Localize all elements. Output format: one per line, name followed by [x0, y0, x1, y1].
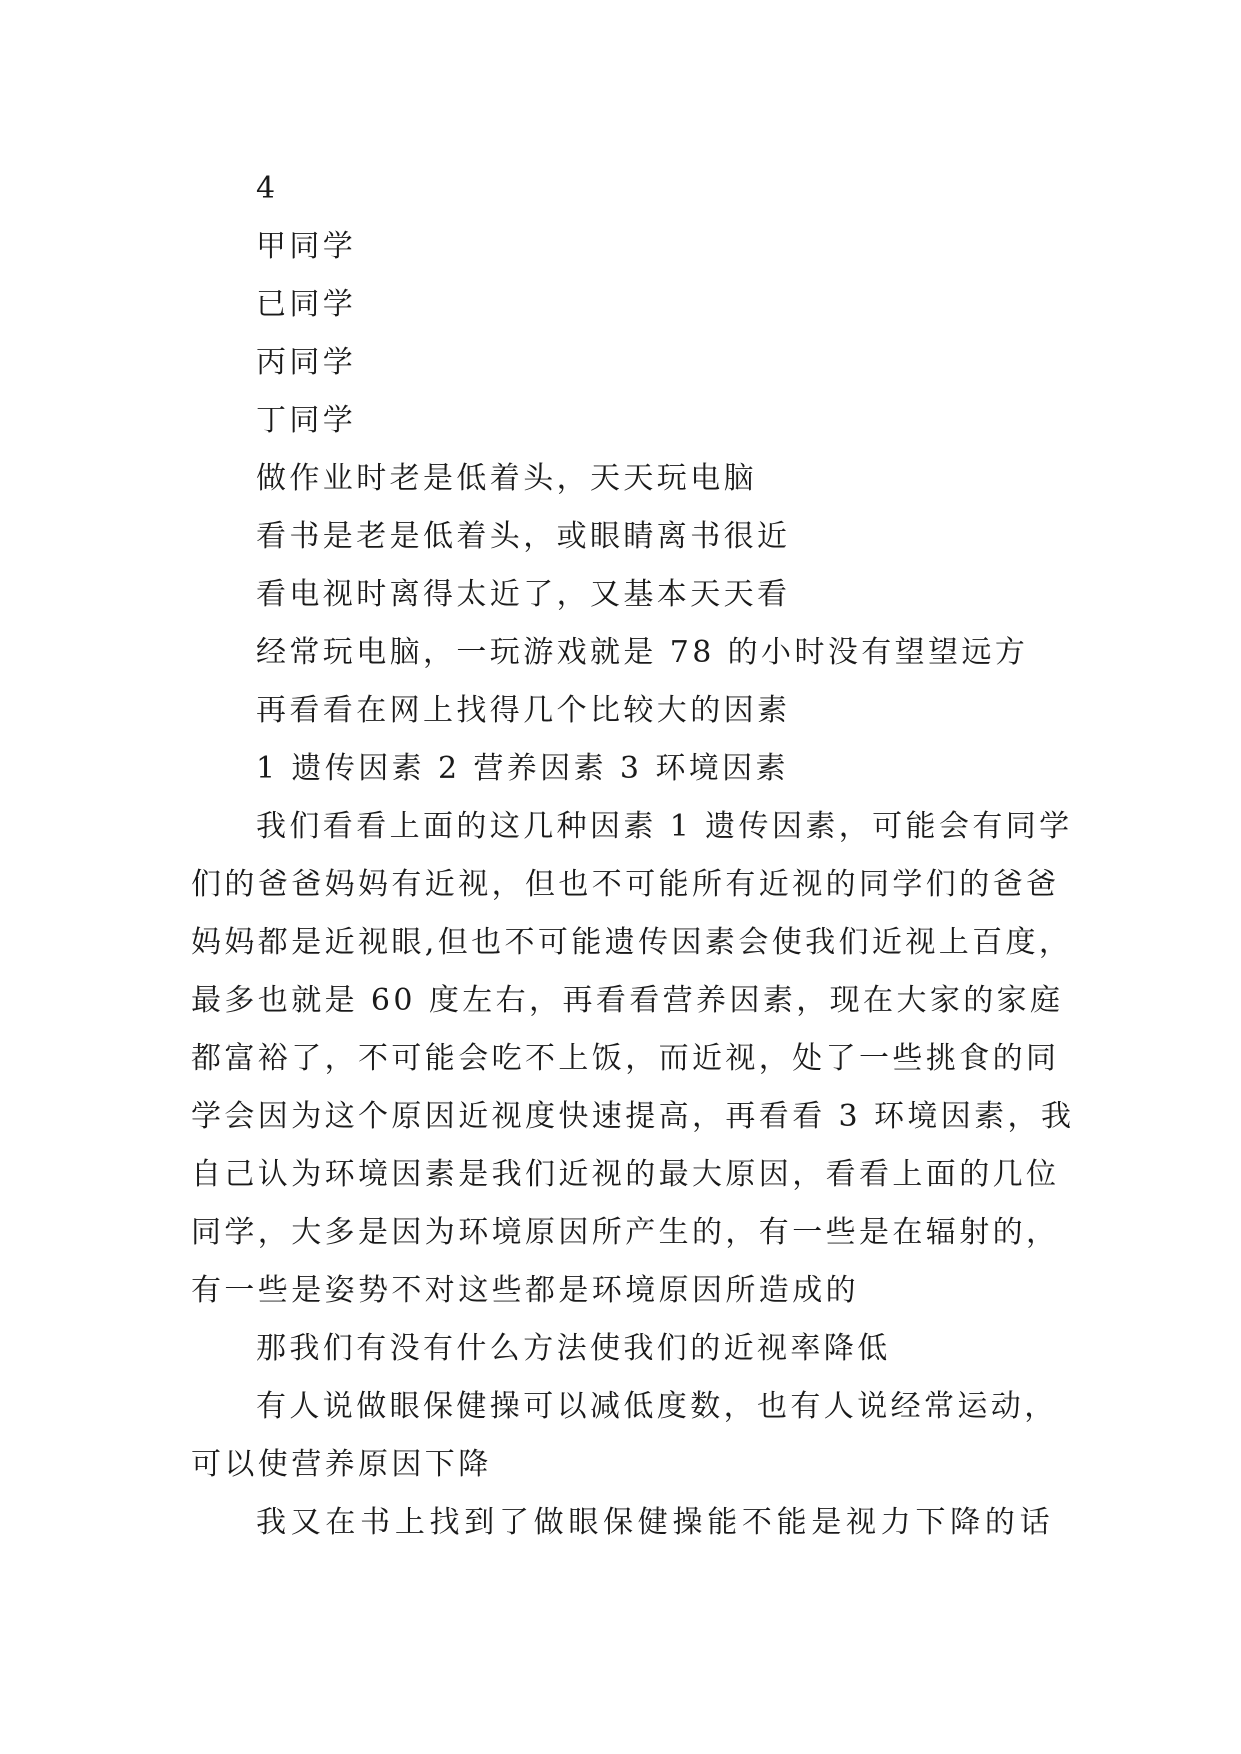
text-line-habit-1: 做作业时老是低着头，天天玩电脑 — [256, 461, 757, 496]
text-line-question: 那我们有没有什么方法使我们的近视率降低 — [256, 1331, 891, 1366]
paragraph-line-last: 有一些是姿势不对这些都是环境原因所造成的 — [191, 1273, 859, 1308]
text-line-number: 4 — [256, 171, 279, 206]
paragraph-line: 最多也就是 60 度左右，再看看营养因素，现在大家的家庭 — [191, 983, 1064, 1018]
paragraph-main — [191, 798, 1075, 1320]
paragraph-line: 学会因为这个原因近视度快速提高，再看看 3 环境因素，我 — [191, 1099, 1075, 1134]
text-line-factors-intro: 再看看在网上找得几个比较大的因素 — [256, 693, 791, 728]
text-line-habit-4: 经常玩电脑，一玩游戏就是 78 的小时没有望望远方 — [256, 635, 1029, 670]
text-line-habit-2: 看书是老是低着头，或眼睛离书很近 — [256, 519, 791, 554]
paragraph-line: 自己认为环境因素是我们近视的最大原因，看看上面的几位 — [191, 1157, 1060, 1192]
paragraph-line: 妈妈都是近视眼,但也不可能遗传因素会使我们近视上百度， — [191, 925, 1073, 960]
paragraph-line-last: 可以使营养原因下降 — [191, 1447, 492, 1482]
paragraph-line: 我们看看上面的这几种因素 1 遗传因素，可能会有同学 — [256, 809, 1073, 844]
text-line-final: 我又在书上找到了做眼保健操能不能是视力下降的话 — [256, 1505, 1053, 1540]
text-line-student-d: 丁同学 — [256, 403, 357, 438]
text-line-student-a: 甲同学 — [256, 229, 357, 264]
text-line-student-b: 已同学 — [256, 287, 357, 322]
text-column — [191, 160, 1075, 1552]
paragraph-line: 们的爸爸妈妈有近视，但也不可能所有近视的同学们的爸爸 — [191, 867, 1060, 902]
text-line-habit-3: 看电视时离得太近了，又基本天天看 — [256, 577, 791, 612]
text-line-student-c: 丙同学 — [256, 345, 357, 380]
paragraph-line: 有人说做眼保健操可以减低度数，也有人说经常运动， — [256, 1389, 1058, 1424]
paragraph-line: 都富裕了，不可能会吃不上饭，而近视，处了一些挑食的同 — [191, 1041, 1060, 1076]
text-line-factors-list: 1 遗传因素 2 营养因素 3 环境因素 — [256, 751, 789, 786]
paragraph-line: 同学，大多是因为环境原因所产生的，有一些是在辐射的， — [191, 1215, 1060, 1250]
paragraph-opinion — [191, 1378, 1058, 1494]
